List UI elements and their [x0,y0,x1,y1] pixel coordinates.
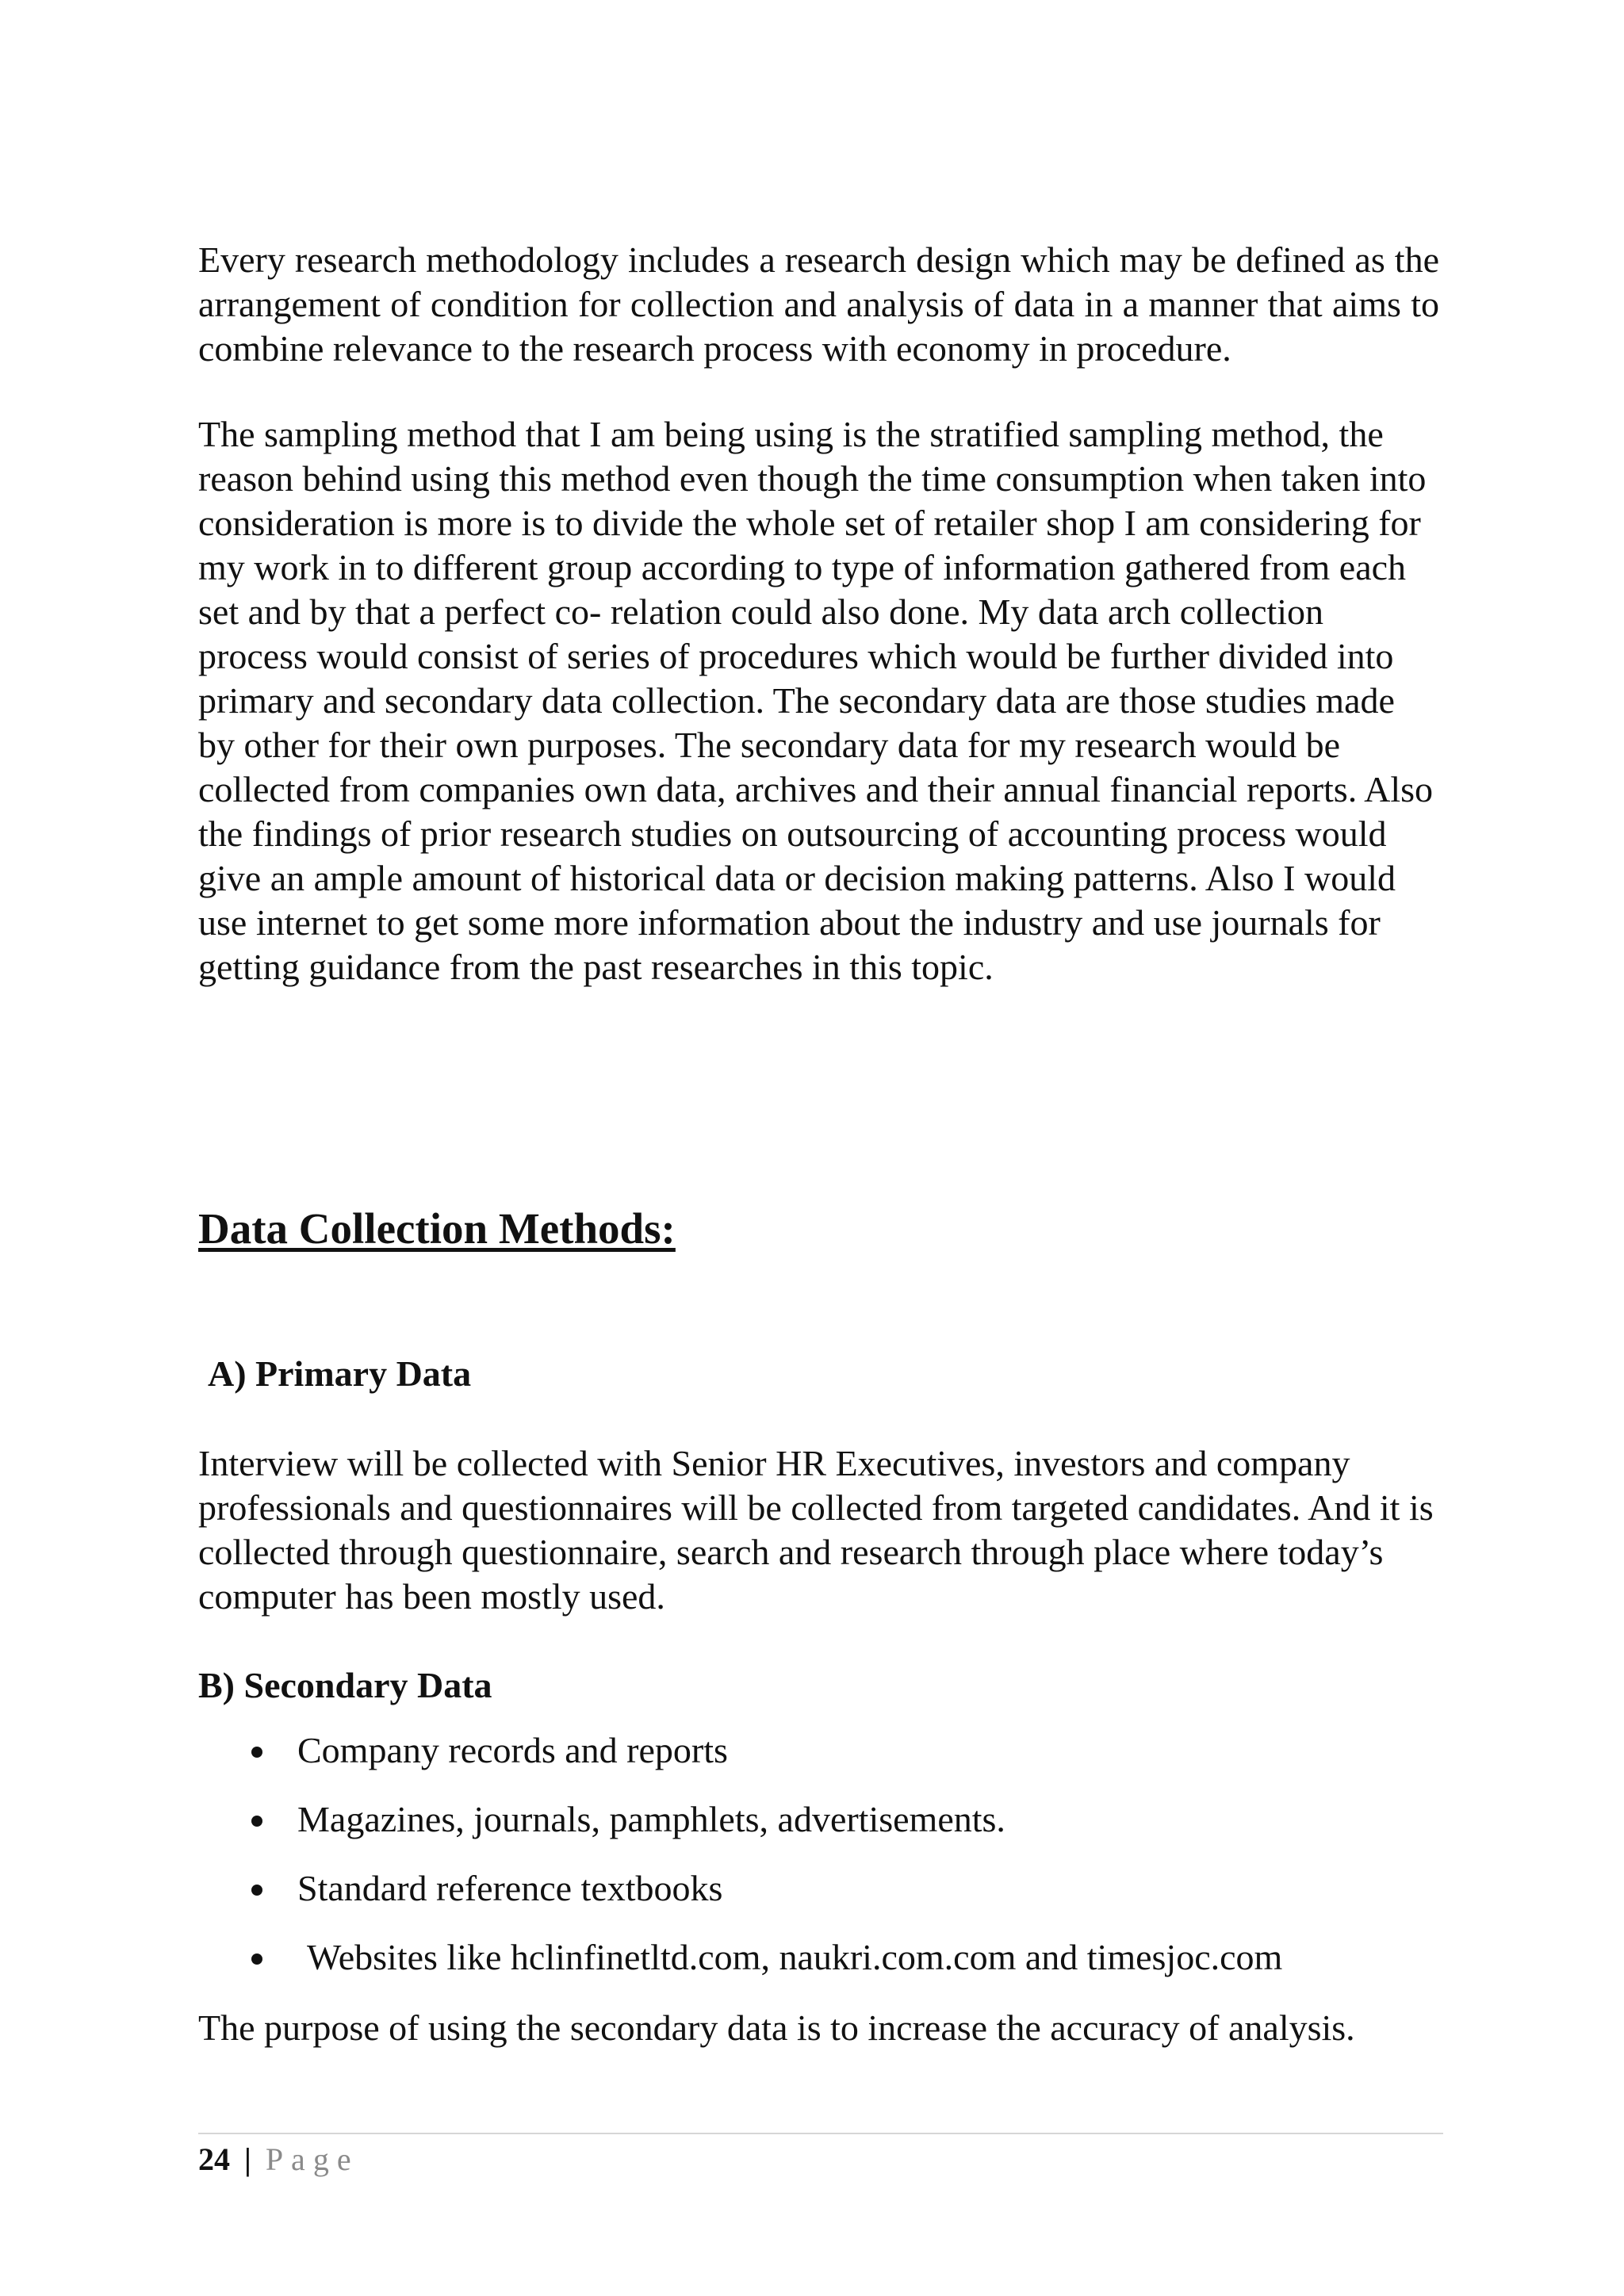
page-number: 24 [198,2141,230,2177]
bullet-icon [251,1885,262,1896]
list-item-text: Standard reference textbooks [297,1868,723,1908]
list-item [198,1797,1439,1866]
list-item-text: Company records and reports [297,1730,728,1770]
secondary-data-closing: The purpose of using the secondary data is to increase the accuracy of analysis. [198,2007,1355,2048]
list-item [198,1866,1439,1935]
list-item-text: Magazines, journals, pamphlets, advertisements. [297,1799,1005,1839]
primary-data-title: A) Primary Data [208,1353,472,1394]
section-heading: Data Collection Methods: [198,1204,676,1253]
bullet-icon [251,1954,262,1965]
list-item [198,1935,1439,2004]
footer-separator: | [244,2141,251,2177]
page-footer [198,2141,359,2179]
footer-divider [198,2133,1443,2134]
secondary-data-title: B) Secondary Data [198,1665,492,1705]
page-label: Page [265,2141,359,2177]
bullet-icon [251,1747,262,1758]
primary-data-text: Interview will be collected with Senior HR Executives, investors and company professionals and questionnaires will be collected from targeted candidates. And it is collected through questionnaire, search and research through place where today’s computer has been mostly used. [198,1443,1434,1617]
paragraph-research-design: Every research methodology includes a research design which may be defined as the arrangement of condition for collection and analysis of data in a manner that aims to combine relevance to the research process with economy in procedure. [198,239,1439,369]
secondary-data-list [198,1728,1439,2004]
bullet-icon [251,1816,262,1827]
paragraph-sampling-method: The sampling method that I am being using is the stratified sampling method, the reason behind using this method even though the time consumption when taken into consideration is more is to divide the whole set of retailer shop I am considering for my work in to different group according to type of information gathered from each set and by that a perfect co- relation could also done. My data arch collection process would consist of series of procedures which would be further divided into primary and secondary data collection. The secondary data are those studies made by other for their own purposes. The secondary data for my research would be collected from companies own data, archives and their annual financial reports. Also the findings of prior research studies on outsourcing of accounting process would give an ample amount of historical data or decision making patterns. Also I would use internet to get some more information about the industry and use journals for getting guidance from the past researches in this topic. [198,414,1434,987]
list-item-text: Websites like hclinfinetltd.com, naukri.com.com and timesjoc.com [307,1937,1283,1977]
body-text [198,238,1439,989]
list-item [198,1728,1439,1797]
